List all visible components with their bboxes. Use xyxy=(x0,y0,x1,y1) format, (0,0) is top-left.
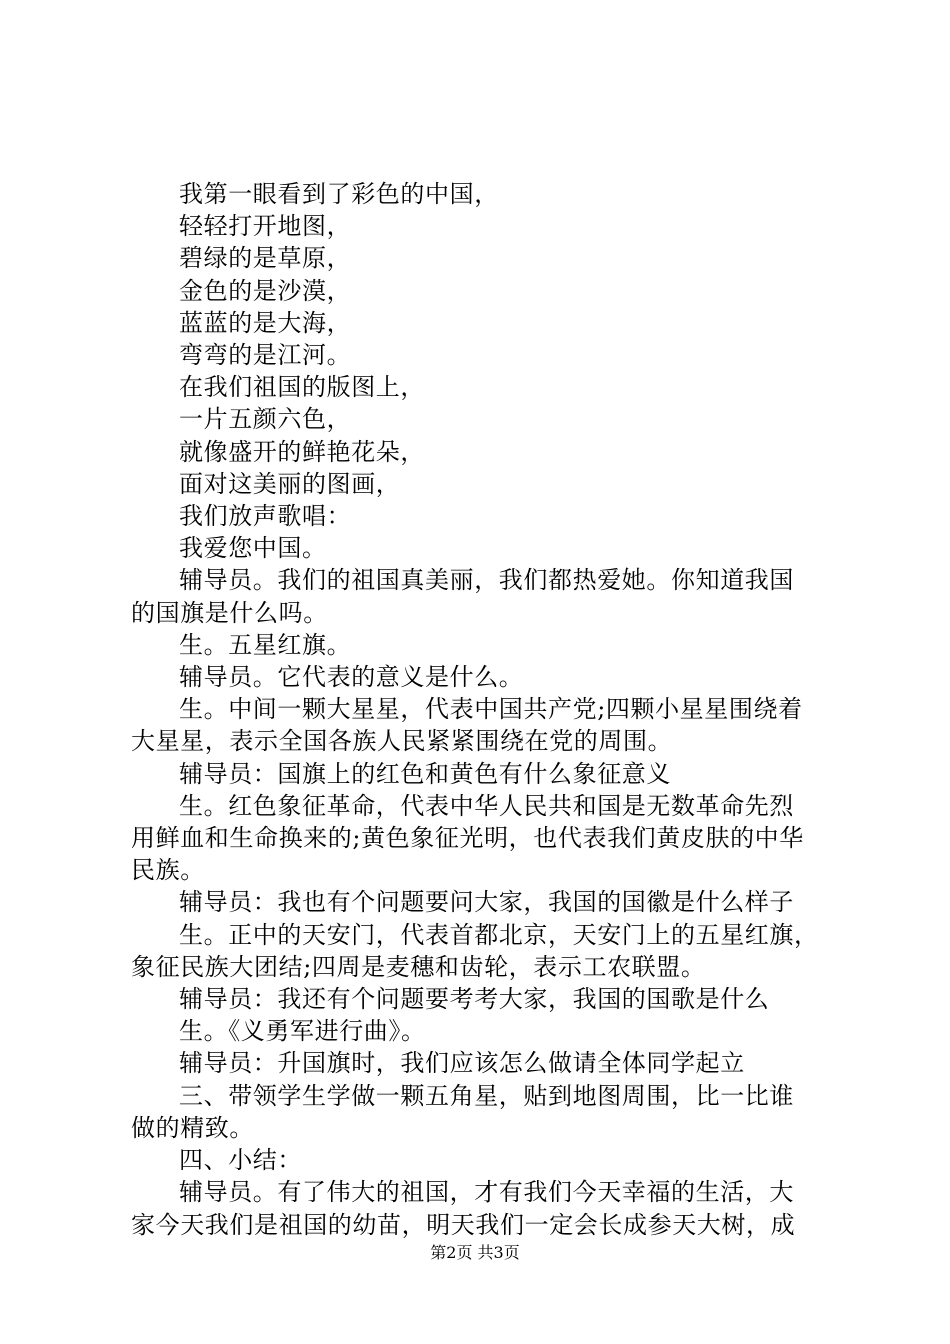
text-line: 金色的是沙漠， xyxy=(179,276,352,305)
text-line: 一片五颜六色， xyxy=(179,405,352,434)
text-line: 生。红色象征革命，代表中华人民共和国是无数革命先烈 xyxy=(179,791,794,820)
text-line: 我们放声歌唱： xyxy=(179,502,352,531)
page-footer: 第2页 共3页 xyxy=(430,1243,520,1262)
text-line: 辅导员：国旗上的红色和黄色有什么象征意义 xyxy=(179,759,671,788)
text-line: 辅导员。有了伟大的祖国，才有我们今天幸福的生活，大 xyxy=(179,1178,794,1207)
text-line: 生。《义勇军进行曲》。 xyxy=(179,1017,426,1046)
text-line: 辅导员：升国旗时，我们应该怎么做请全体同学起立 xyxy=(179,1049,745,1078)
text-line: 轻轻打开地图， xyxy=(179,212,352,241)
text-line: 我爱您中国。 xyxy=(179,534,327,563)
text-line: 生。正中的天安门，代表首都北京，天安门上的五星红旗， xyxy=(179,920,819,949)
text-line: 用鲜血和生命换来的;黄色象征光明，也代表我们黄皮肤的中华 xyxy=(131,824,804,853)
text-line: 象征民族大团结;四周是麦穗和齿轮，表示工农联盟。 xyxy=(131,952,706,981)
text-line: 家今天我们是祖国的幼苗，明天我们一定会长成参天大树，成 xyxy=(131,1210,796,1239)
text-line: 碧绿的是草原， xyxy=(179,244,352,273)
text-line: 三、带领学生学做一颗五角星，贴到地图周围，比一比谁 xyxy=(179,1081,794,1110)
text-line: 辅导员：我也有个问题要问大家，我国的国徽是什么样子 xyxy=(179,888,794,917)
text-line: 我第一眼看到了彩色的中国， xyxy=(179,180,499,208)
text-line: 蓝蓝的是大海， xyxy=(179,308,352,337)
body-text xyxy=(131,178,831,1241)
text-line: 四、小结： xyxy=(179,1146,302,1175)
text-line: 民族。 xyxy=(131,856,205,885)
text-line: 做的精致。 xyxy=(131,1113,254,1142)
text-line: 辅导员。我们的祖国真美丽，我们都热爱她。你知道我国 xyxy=(179,566,794,595)
text-line: 在我们祖国的版图上， xyxy=(179,373,425,402)
text-line: 辅导员：我还有个问题要考考大家，我国的国歌是什么 xyxy=(179,985,770,1014)
text-line: 就像盛开的鲜艳花朵， xyxy=(179,437,425,466)
text-line: 辅导员。它代表的意义是什么。 xyxy=(179,663,524,692)
text-line: 生。中间一颗大星星，代表中国共产党;四颗小星星围绕着 xyxy=(179,695,803,724)
text-line: 的国旗是什么吗。 xyxy=(131,598,328,627)
text-line: 大星星，表示全国各族人民紧紧围绕在党的周围。 xyxy=(131,727,673,756)
text-line: 弯弯的是江河。 xyxy=(179,341,352,370)
text-line: 生。五星红旗。 xyxy=(179,630,352,659)
text-line: 面对这美丽的图画， xyxy=(179,469,401,498)
